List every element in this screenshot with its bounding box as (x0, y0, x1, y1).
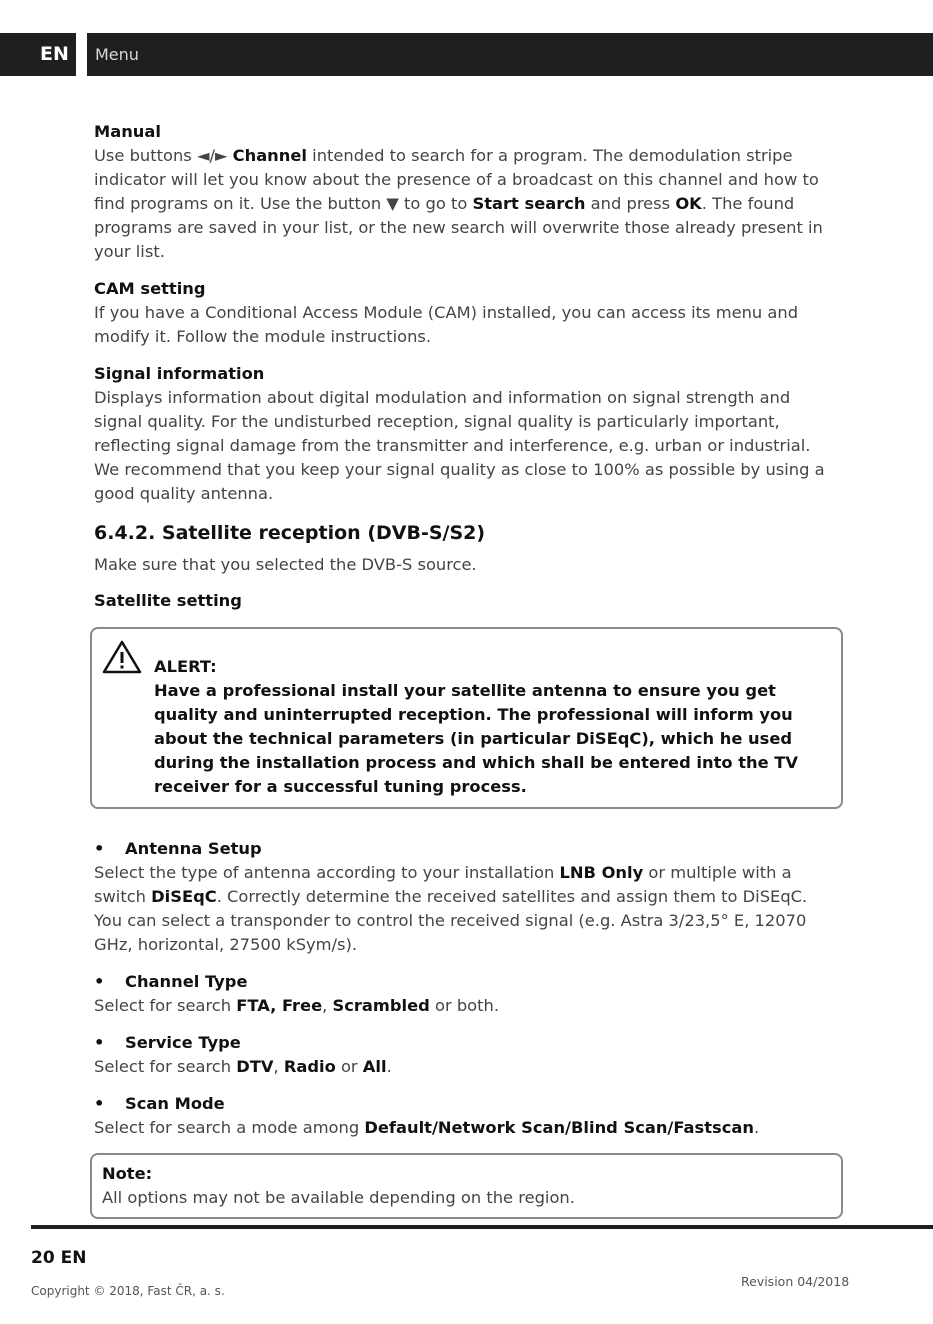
language-tab: EN (0, 33, 76, 76)
bullet: • (94, 839, 105, 858)
header-title: Menu (95, 45, 139, 64)
note-text: All options may not be available depending on the region. (102, 1188, 575, 1207)
header-separator (76, 33, 87, 76)
cam-section (94, 277, 839, 349)
page-number: 20 EN (31, 1248, 87, 1268)
section-intro: Make sure that you selected the DVB-S source. (94, 555, 477, 574)
section-title: 6.4.2. Satellite reception (DVB-S/S2) (94, 522, 486, 544)
service-type-heading: Service Type (125, 1033, 241, 1052)
signal-text: Displays information about digital modulation and information on signal strength and signal quality. For the undisturbed reception, signal quality is particularly important, reflecting signal damage from the transmitter and interference, e.g. urban or industrial. We recommend that you keep your signal quality as close to 100% as possible by using a good quality antenna. (94, 388, 825, 503)
satellite-setting-heading: Satellite setting (94, 591, 242, 610)
alert-text: Have a professional install your satellite antenna to ensure you get quality and uninterrupted reception. The professional will inform you about the technical parameters (in particular DiSEqC), which he used during the installation process and which shall be entered into the TV receiver for a successful tuning process. (154, 681, 798, 796)
footer-divider (31, 1225, 933, 1229)
bullet: • (94, 972, 105, 991)
manual-heading: Manual (94, 122, 161, 141)
cam-text: If you have a Conditional Access Module (CAM) installed, you can access its menu and modify it. Follow the module instructions. (94, 303, 799, 346)
note-box (90, 1153, 843, 1219)
manual-text: Use buttons ◄/► Channel intended to search for a program. The demodulation stripe indicator will let you know about the presence of a broadcast on this channel and how to find programs on it. Use the button ▼ to go to Start search and press OK. The found programs are saved in your list, or the new search will overwrite those already present in your list. (94, 146, 823, 261)
channel-type-item (94, 970, 839, 1018)
alert-label: ALERT: (154, 657, 217, 676)
bullet: • (94, 1033, 105, 1052)
scan-mode-text: Select for search a mode among Default/Network Scan/Blind Scan/Fastscan. (94, 1118, 760, 1137)
bullet: • (94, 1094, 105, 1113)
alert-box (90, 627, 843, 809)
header-bar (0, 33, 933, 76)
service-type-item (94, 1031, 839, 1079)
channel-type-heading: Channel Type (125, 972, 248, 991)
antenna-text: Select the type of antenna according to your installation LNB Only or multiple with a switch DiSEqC. Correctly determine the received satellites and assign them to DiSEqC. You can select a transponder to control the received signal (e.g. Astra 3/23,5° E, 12070 GHz, horizontal, 27500 kSym/s). (94, 863, 808, 954)
scan-mode-heading: Scan Mode (125, 1094, 225, 1113)
antenna-setup-item (94, 837, 839, 957)
signal-heading: Signal information (94, 364, 265, 383)
signal-section (94, 362, 839, 506)
page-content (94, 120, 839, 1219)
manual-section (94, 120, 839, 264)
scan-mode-item (94, 1092, 839, 1140)
channel-type-text: Select for search FTA, Free, Scrambled or both. (94, 996, 499, 1015)
copyright-text: Copyright © 2018, Fast ČR, a. s. (31, 1284, 225, 1298)
cam-heading: CAM setting (94, 279, 206, 298)
warning-icon (102, 639, 142, 675)
revision-text: Revision 04/2018 (741, 1274, 850, 1289)
note-label: Note: (102, 1164, 153, 1183)
service-type-text: Select for search DTV, Radio or All. (94, 1057, 392, 1076)
antenna-heading: Antenna Setup (125, 839, 262, 858)
